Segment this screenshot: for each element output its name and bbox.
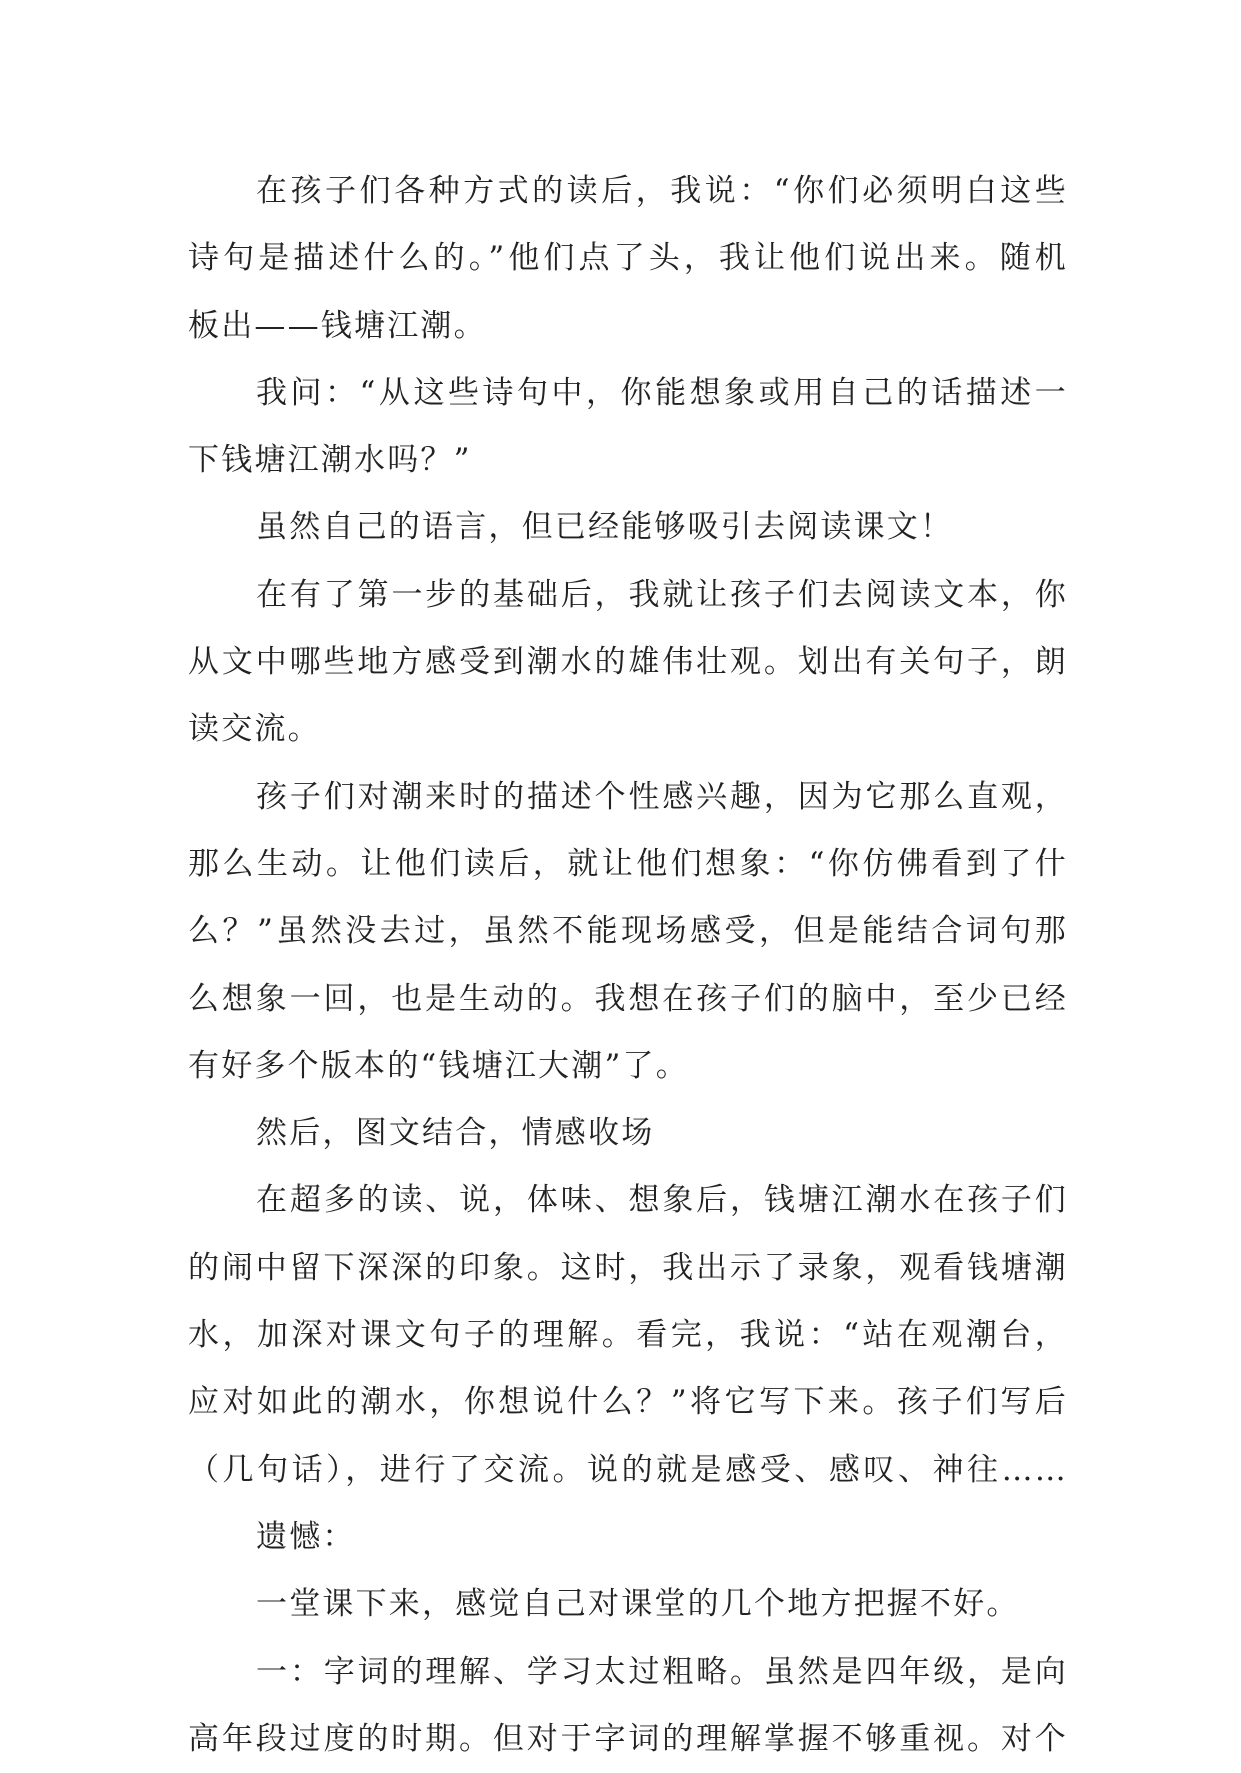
text-line: 从文中哪些地方感受到潮水的雄伟壮观。划出有关句子，朗 bbox=[188, 644, 1068, 681]
text-line: 我问：“从这些诗句中，你能想象或用自己的话描述一 bbox=[256, 374, 1068, 411]
text-line: 一：字词的理解、学习太过粗略。虽然是四年级，是向 bbox=[256, 1653, 1068, 1690]
text-line: 在孩子们各种方式的读后，我说：“你们必须明白这些 bbox=[256, 173, 1068, 209]
text-line: 么想象一回，也是生动的。我想在孩子们的脑中，至少已经 bbox=[188, 980, 1068, 1017]
text-line: 的闹中留下深深的印象。这时，我出示了录象，观看钱塘潮 bbox=[188, 1249, 1068, 1286]
text-line: 高年段过度的时期。但对于字词的理解掌握不够重视。对个 bbox=[188, 1720, 1068, 1757]
text-line: 然后，图文结合，情感收场 bbox=[256, 1115, 655, 1152]
document-body bbox=[188, 158, 1068, 1773]
text-line: 么？”虽然没去过，虽然不能现场感受，但是能结合词句那 bbox=[188, 913, 1068, 950]
text-line: 一堂课下来，感觉自己对课堂的几个地方把握不好。 bbox=[256, 1586, 1020, 1623]
text-line: （几句话），进行了交流。说的就是感受、感叹、神往…… bbox=[188, 1451, 1068, 1488]
text-line: 在超多的读、说，体味、想象后，钱塘江潮水在孩子们 bbox=[256, 1182, 1068, 1219]
text-line: 板出——钱塘江潮。 bbox=[188, 307, 487, 344]
text-line: 有好多个版本的“钱塘江大潮”了。 bbox=[188, 1047, 689, 1084]
text-line: 孩子们对潮来时的描述个性感兴趣，因为它那么直观， bbox=[256, 778, 1068, 815]
text-line: 应对如此的潮水，你想说什么？”将它写下来。孩子们写后 bbox=[188, 1384, 1068, 1421]
text-line: 下钱塘江潮水吗？” bbox=[188, 442, 472, 479]
text-line: 遗憾： bbox=[256, 1518, 356, 1555]
text-line: 虽然自己的语言，但已经能够吸引去阅读课文！ bbox=[256, 509, 954, 546]
text-line: 那么生动。让他们读后，就让他们想象：“你仿佛看到了什 bbox=[188, 845, 1068, 882]
text-line: 读交流。 bbox=[188, 711, 321, 748]
text-line: 水，加深对课文句子的理解。看完，我说：“站在观潮台， bbox=[188, 1317, 1068, 1354]
text-line: 在有了第一步的基础后，我就让孩子们去阅读文本，你 bbox=[256, 576, 1068, 613]
text-line: 诗句是描述什么的。”他们点了头，我让他们说出来。随机 bbox=[188, 240, 1068, 277]
